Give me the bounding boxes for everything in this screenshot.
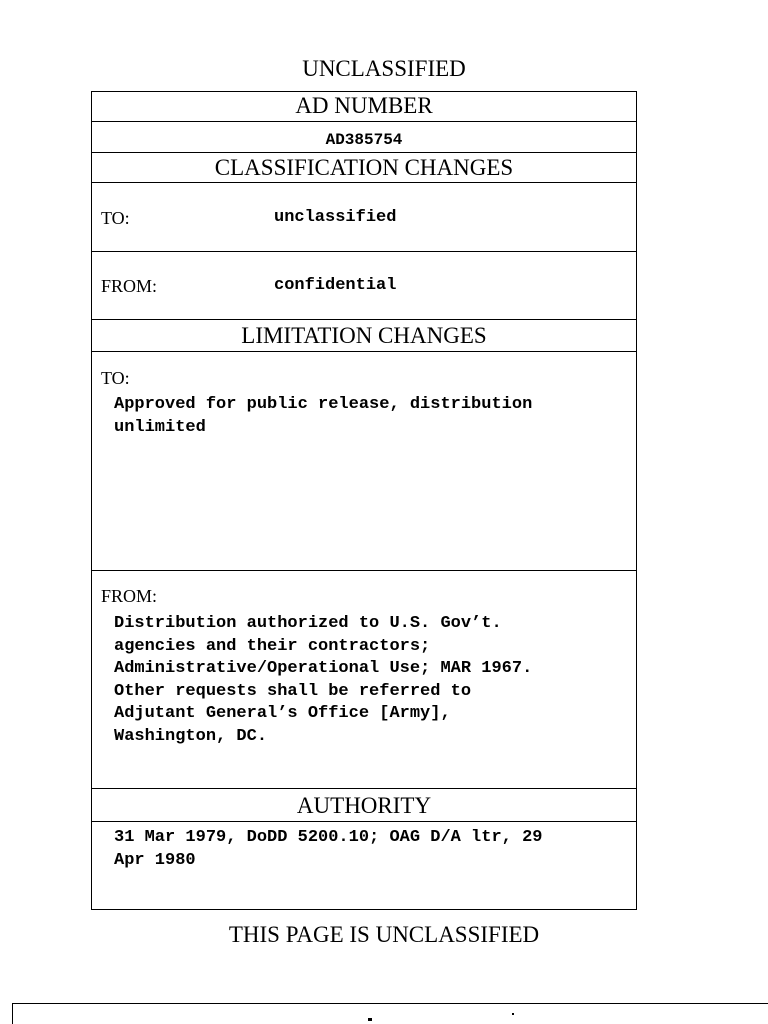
scan-speck — [512, 1013, 514, 1015]
header-banner: UNCLASSIFIED — [302, 56, 466, 81]
divider — [92, 251, 636, 252]
ad-number-value: AD385754 — [325, 131, 403, 149]
divider — [92, 152, 636, 153]
limitation-from-text: Distribution authorized to U.S. Gov’t. agencies and their contractors; Administrative/Operational Use; MAR 1967. Other requests shall be referred to Adjutant General’s Office [Army], Washington, DC. — [114, 614, 533, 746]
ad-number-heading: AD NUMBER — [295, 93, 433, 118]
classification-to-label: TO: — [101, 208, 130, 228]
authority-text: 31 Mar 1979, DoDD 5200.10; OAG D/A ltr, 29 Apr 1980 — [114, 828, 543, 870]
classification-changes-heading: CLASSIFICATION CHANGES — [214, 155, 514, 180]
classification-from-value: confidential — [274, 276, 397, 295]
divider — [92, 821, 636, 822]
classification-to-value: unclassified — [274, 208, 397, 227]
classification-from-label: FROM: — [101, 276, 158, 296]
divider — [92, 570, 636, 571]
limitation-changes-heading: LIMITATION CHANGES — [241, 323, 487, 348]
authority-heading: AUTHORITY — [296, 793, 432, 818]
scan-speck — [368, 1018, 372, 1021]
scan-edge-rule — [12, 1003, 768, 1024]
limitation-to-text: Approved for public release, distribution unlimited — [114, 395, 533, 437]
divider — [92, 788, 636, 789]
limitation-to-label: TO: — [101, 368, 130, 388]
limitation-from-label: FROM: — [101, 586, 158, 606]
divider — [92, 182, 636, 183]
divider — [92, 121, 636, 122]
footer-banner: THIS PAGE IS UNCLASSIFIED — [228, 922, 540, 947]
form-frame — [91, 91, 637, 910]
divider — [92, 319, 636, 320]
divider — [92, 351, 636, 352]
